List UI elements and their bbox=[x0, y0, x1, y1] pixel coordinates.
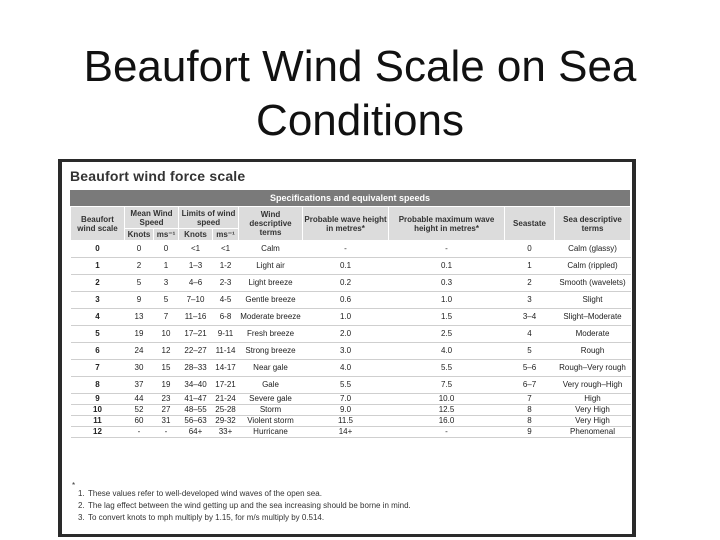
cell-sea-term: Calm (glassy) bbox=[555, 241, 631, 258]
cell-seastate: 0 bbox=[505, 241, 555, 258]
cell-limit-ms: 6-8 bbox=[213, 309, 239, 326]
cell-mean-knots: 19 bbox=[125, 326, 154, 343]
cell-limit-knots: 64+ bbox=[179, 427, 213, 438]
cell-max-wave-height: - bbox=[389, 427, 505, 438]
cell-wind-term: Fresh breeze bbox=[239, 326, 303, 343]
cell-seastate: 3 bbox=[505, 292, 555, 309]
cell-max-wave-height: 16.0 bbox=[389, 416, 505, 427]
cell-wave-height: 1.0 bbox=[303, 309, 389, 326]
footnotes bbox=[72, 480, 632, 524]
cell-limit-knots: 7–10 bbox=[179, 292, 213, 309]
table-row bbox=[71, 394, 631, 405]
cell-wind-term: Light breeze bbox=[239, 275, 303, 292]
cell-mean-ms: 23 bbox=[154, 394, 179, 405]
table-row bbox=[71, 292, 631, 309]
cell-mean-ms: 31 bbox=[154, 416, 179, 427]
header-probable-wave: Probable wave height in metres* bbox=[303, 207, 389, 241]
cell-limit-ms: 33+ bbox=[213, 427, 239, 438]
cell-mean-ms: - bbox=[154, 427, 179, 438]
cell-wave-height: 11.5 bbox=[303, 416, 389, 427]
footnote-number: 3. bbox=[78, 513, 85, 522]
footnote-list bbox=[72, 480, 632, 523]
cell-wave-height: 0.6 bbox=[303, 292, 389, 309]
cell-seastate: 8 bbox=[505, 416, 555, 427]
cell-limit-knots: 22–27 bbox=[179, 343, 213, 360]
cell-max-wave-height: 12.5 bbox=[389, 405, 505, 416]
cell-wind-term: Gale bbox=[239, 377, 303, 394]
cell-mean-ms: 12 bbox=[154, 343, 179, 360]
header-seastate: Seastate bbox=[505, 207, 555, 241]
cell-mean-ms: 10 bbox=[154, 326, 179, 343]
table-row bbox=[71, 377, 631, 394]
table-body bbox=[71, 241, 631, 438]
cell-force: 9 bbox=[71, 394, 125, 405]
table-row bbox=[71, 360, 631, 377]
cell-mean-knots: 9 bbox=[125, 292, 154, 309]
cell-limit-ms: 17-21 bbox=[213, 377, 239, 394]
cell-seastate: 4 bbox=[505, 326, 555, 343]
cell-wave-height: 4.0 bbox=[303, 360, 389, 377]
cell-seastate: 6–7 bbox=[505, 377, 555, 394]
cell-force: 6 bbox=[71, 343, 125, 360]
cell-seastate: 1 bbox=[505, 258, 555, 275]
cell-wind-term: Violent storm bbox=[239, 416, 303, 427]
cell-limit-knots: 28–33 bbox=[179, 360, 213, 377]
cell-max-wave-height: 4.0 bbox=[389, 343, 505, 360]
cell-seastate: 8 bbox=[505, 405, 555, 416]
header-limit-ms: ms⁻¹ bbox=[213, 229, 239, 241]
cell-mean-ms: 0 bbox=[154, 241, 179, 258]
cell-sea-term: Rough bbox=[555, 343, 631, 360]
cell-force: 3 bbox=[71, 292, 125, 309]
cell-wind-term: Near gale bbox=[239, 360, 303, 377]
cell-max-wave-height: 5.5 bbox=[389, 360, 505, 377]
cell-max-wave-height: 2.5 bbox=[389, 326, 505, 343]
cell-limit-ms: 14-17 bbox=[213, 360, 239, 377]
footnote-text: These values refer to well-developed wind waves of the open sea. bbox=[88, 489, 322, 498]
cell-force: 4 bbox=[71, 309, 125, 326]
table-row bbox=[71, 326, 631, 343]
cell-limit-knots: 56–63 bbox=[179, 416, 213, 427]
footnote-text: To convert knots to mph multiply by 1.15, for m/s multiply by 0.514. bbox=[88, 513, 325, 522]
cell-sea-term: Very High bbox=[555, 405, 631, 416]
footnote-number: 1. bbox=[78, 489, 85, 498]
cell-mean-knots: 5 bbox=[125, 275, 154, 292]
cell-force: 12 bbox=[71, 427, 125, 438]
header-limits: Limits of wind speed bbox=[179, 207, 239, 229]
cell-max-wave-height: 1.5 bbox=[389, 309, 505, 326]
cell-wave-height: 14+ bbox=[303, 427, 389, 438]
cell-wind-term: Strong breeze bbox=[239, 343, 303, 360]
header-beaufort: Beaufort wind scale bbox=[71, 207, 125, 241]
figure-title: Beaufort wind force scale bbox=[70, 168, 246, 184]
beaufort-figure bbox=[58, 159, 636, 537]
footnote-item bbox=[78, 500, 632, 511]
footnote-text: The lag effect between the wind getting up and the sea increasing should be borne in mind. bbox=[88, 501, 411, 510]
cell-mean-knots: 30 bbox=[125, 360, 154, 377]
cell-sea-term: Calm (rippled) bbox=[555, 258, 631, 275]
cell-wave-height: 7.0 bbox=[303, 394, 389, 405]
table-row bbox=[71, 309, 631, 326]
cell-wave-height: 2.0 bbox=[303, 326, 389, 343]
header-probable-max-wave: Probable maximum wave height in metres* bbox=[389, 207, 505, 241]
cell-mean-ms: 27 bbox=[154, 405, 179, 416]
cell-sea-term: Slight–Moderate bbox=[555, 309, 631, 326]
header-sea-descriptive: Sea descriptive terms bbox=[555, 207, 631, 241]
cell-limit-knots: 11–16 bbox=[179, 309, 213, 326]
header-mean-knots: Knots bbox=[125, 229, 154, 241]
cell-wind-term: Light air bbox=[239, 258, 303, 275]
cell-force: 8 bbox=[71, 377, 125, 394]
cell-sea-term: Slight bbox=[555, 292, 631, 309]
cell-mean-knots: 2 bbox=[125, 258, 154, 275]
cell-limit-ms: 25-28 bbox=[213, 405, 239, 416]
cell-max-wave-height: 10.0 bbox=[389, 394, 505, 405]
cell-wind-term: Hurricane bbox=[239, 427, 303, 438]
cell-limit-ms: 9-11 bbox=[213, 326, 239, 343]
cell-limit-ms: 29-32 bbox=[213, 416, 239, 427]
cell-force: 5 bbox=[71, 326, 125, 343]
slide-title bbox=[40, 40, 680, 148]
cell-wind-term: Calm bbox=[239, 241, 303, 258]
cell-wind-term: Storm bbox=[239, 405, 303, 416]
cell-mean-knots: 44 bbox=[125, 394, 154, 405]
cell-limit-knots: 48–55 bbox=[179, 405, 213, 416]
table-row bbox=[71, 343, 631, 360]
table-row bbox=[71, 405, 631, 416]
cell-limit-knots: 41–47 bbox=[179, 394, 213, 405]
cell-mean-knots: - bbox=[125, 427, 154, 438]
header-mean-speed: Mean Wind Speed bbox=[125, 207, 179, 229]
cell-sea-term: Very High bbox=[555, 416, 631, 427]
cell-limit-knots: 34–40 bbox=[179, 377, 213, 394]
cell-sea-term: Moderate bbox=[555, 326, 631, 343]
cell-mean-ms: 19 bbox=[154, 377, 179, 394]
figure-panel bbox=[62, 162, 632, 534]
cell-limit-ms: 1-2 bbox=[213, 258, 239, 275]
cell-wave-height: 5.5 bbox=[303, 377, 389, 394]
cell-wind-term: Gentle breeze bbox=[239, 292, 303, 309]
cell-sea-term: Rough–Very rough bbox=[555, 360, 631, 377]
cell-wave-height: 3.0 bbox=[303, 343, 389, 360]
cell-mean-ms: 7 bbox=[154, 309, 179, 326]
slide-title-line-2: Conditions bbox=[256, 96, 464, 145]
cell-limit-ms: 4-5 bbox=[213, 292, 239, 309]
table-row bbox=[71, 416, 631, 427]
cell-limit-ms: 2-3 bbox=[213, 275, 239, 292]
cell-force: 2 bbox=[71, 275, 125, 292]
cell-max-wave-height: 7.5 bbox=[389, 377, 505, 394]
cell-max-wave-height: 0.3 bbox=[389, 275, 505, 292]
cell-force: 10 bbox=[71, 405, 125, 416]
cell-limit-ms: <1 bbox=[213, 241, 239, 258]
cell-wave-height: 9.0 bbox=[303, 405, 389, 416]
cell-seastate: 2 bbox=[505, 275, 555, 292]
cell-limit-knots: 4–6 bbox=[179, 275, 213, 292]
footnote-item bbox=[78, 512, 632, 523]
cell-mean-knots: 13 bbox=[125, 309, 154, 326]
cell-mean-knots: 0 bbox=[125, 241, 154, 258]
table-row bbox=[71, 275, 631, 292]
cell-force: 1 bbox=[71, 258, 125, 275]
cell-sea-term: Very rough–High bbox=[555, 377, 631, 394]
cell-max-wave-height: - bbox=[389, 241, 505, 258]
footnote-mark: * bbox=[72, 481, 76, 490]
cell-limit-knots: 1–3 bbox=[179, 258, 213, 275]
cell-mean-ms: 1 bbox=[154, 258, 179, 275]
cell-limit-knots: <1 bbox=[179, 241, 213, 258]
table-row bbox=[71, 241, 631, 258]
cell-limit-ms: 21-24 bbox=[213, 394, 239, 405]
cell-wave-height: 0.2 bbox=[303, 275, 389, 292]
footnote-item bbox=[78, 488, 632, 499]
cell-mean-knots: 37 bbox=[125, 377, 154, 394]
cell-max-wave-height: 0.1 bbox=[389, 258, 505, 275]
cell-wind-term: Severe gale bbox=[239, 394, 303, 405]
cell-mean-ms: 3 bbox=[154, 275, 179, 292]
cell-wave-height: - bbox=[303, 241, 389, 258]
cell-max-wave-height: 1.0 bbox=[389, 292, 505, 309]
header-mean-ms: ms⁻¹ bbox=[154, 229, 179, 241]
header-descriptive: Wind descriptive terms bbox=[239, 207, 303, 241]
cell-seastate: 5 bbox=[505, 343, 555, 360]
cell-mean-ms: 5 bbox=[154, 292, 179, 309]
cell-sea-term: Phenomenal bbox=[555, 427, 631, 438]
cell-wind-term: Moderate breeze bbox=[239, 309, 303, 326]
cell-limit-knots: 17–21 bbox=[179, 326, 213, 343]
cell-mean-ms: 15 bbox=[154, 360, 179, 377]
cell-seastate: 7 bbox=[505, 394, 555, 405]
cell-mean-knots: 60 bbox=[125, 416, 154, 427]
cell-mean-knots: 24 bbox=[125, 343, 154, 360]
cell-sea-term: High bbox=[555, 394, 631, 405]
header-limit-knots: Knots bbox=[179, 229, 213, 241]
cell-seastate: 9 bbox=[505, 427, 555, 438]
cell-mean-knots: 52 bbox=[125, 405, 154, 416]
table-row bbox=[71, 258, 631, 275]
beaufort-table bbox=[70, 206, 631, 438]
cell-sea-term: Smooth (wavelets) bbox=[555, 275, 631, 292]
table-row bbox=[71, 427, 631, 438]
cell-seastate: 5–6 bbox=[505, 360, 555, 377]
cell-wave-height: 0.1 bbox=[303, 258, 389, 275]
cell-force: 11 bbox=[71, 416, 125, 427]
spec-banner: Specifications and equivalent speeds bbox=[70, 190, 630, 206]
cell-force: 0 bbox=[71, 241, 125, 258]
slide-title-line-1: Beaufort Wind Scale on Sea bbox=[83, 42, 637, 91]
cell-force: 7 bbox=[71, 360, 125, 377]
footnote-number: 2. bbox=[78, 501, 85, 510]
cell-seastate: 3–4 bbox=[505, 309, 555, 326]
cell-limit-ms: 11-14 bbox=[213, 343, 239, 360]
